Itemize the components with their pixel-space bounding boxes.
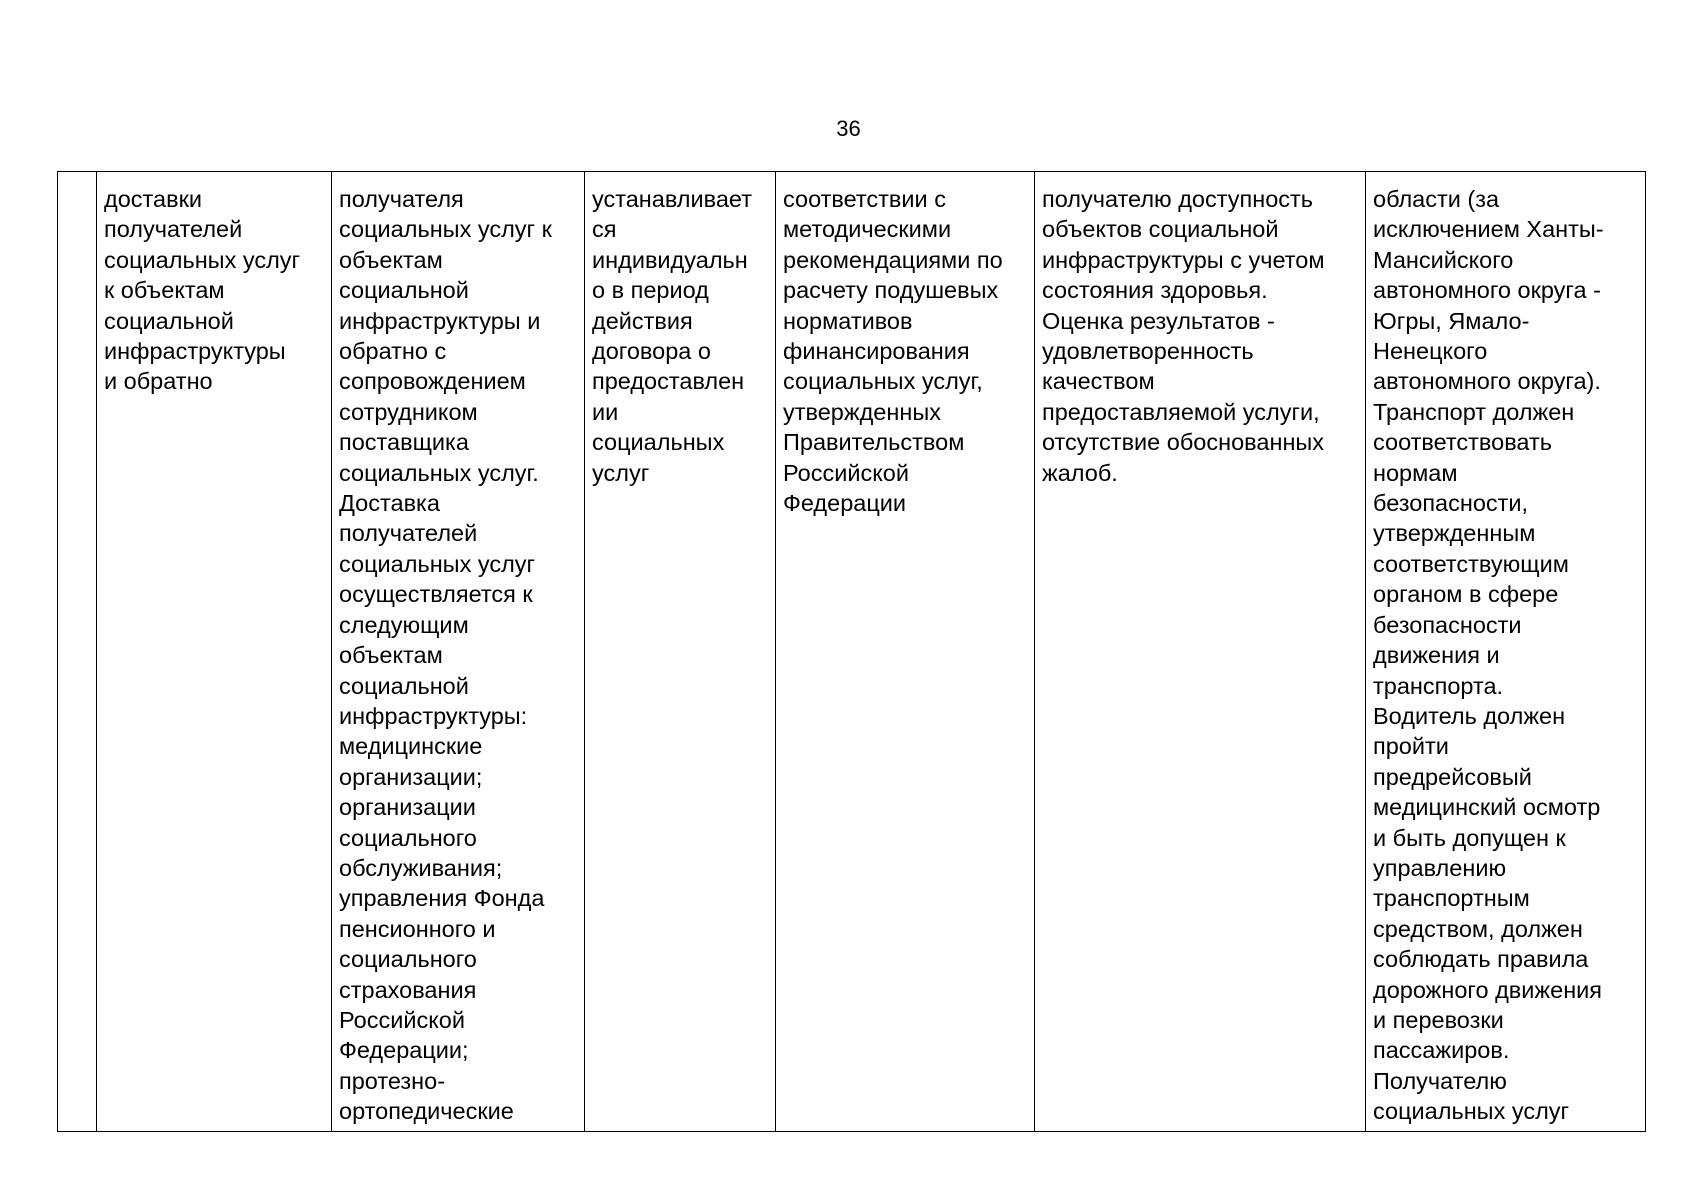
cell-quality-indicators: получателю доступность объектов социальной инфраструктуры с учетом состояния здоровья. Оценка результатов - удовлетворенность качеством предоставляемой услуги, отсутствие обоснованных жалоб.: [1035, 172, 1366, 1132]
cell-service-term: устанавливает ся индивидуальн о в период действия договора о предоставлен ии социальных услуг: [585, 172, 776, 1132]
cell-service-conditions: области (за исключением Ханты- Мансийского автономного округа - Югры, Ямало- Ненецкого автономного округа). Транспорт должен соответствовать нормам безопасности, утвержденным соответствующим органом в сфере безопасности движения и транспорта. Водитель должен пройти предрейсовый медицинский осмотр и быть допущен к управлению транспортным средством, должен соблюдать правила дорожного движения и перевозки пассажиров. Получателю социальных услуг: [1366, 172, 1646, 1132]
services-table: [57, 171, 1646, 1132]
cell-service-description: получателя социальных услуг к объектам социальной инфраструктуры и обратно с сопровождением сотрудником поставщика социальных услуг. Доставка получателей социальных услуг осуществляется к следующим объектам социальной инфраструктуры: медицинские организации; организации социального обслуживания; управления Фонда пенсионного и социального страхования Российской Федерации; протезно- ортопедические: [332, 172, 585, 1132]
cell-service-cost: соответствии с методическими рекомендациями по расчету подушевых нормативов финансирования социальных услуг, утвержденных Правительством Российской Федерации: [776, 172, 1035, 1132]
cell-row-number: [58, 172, 97, 1132]
table-row: [58, 172, 1646, 1132]
cell-service-name: доставки получателей социальных услуг к объектам социальной инфраструктуры и обратно: [97, 172, 332, 1132]
page-number: 36: [836, 116, 861, 141]
